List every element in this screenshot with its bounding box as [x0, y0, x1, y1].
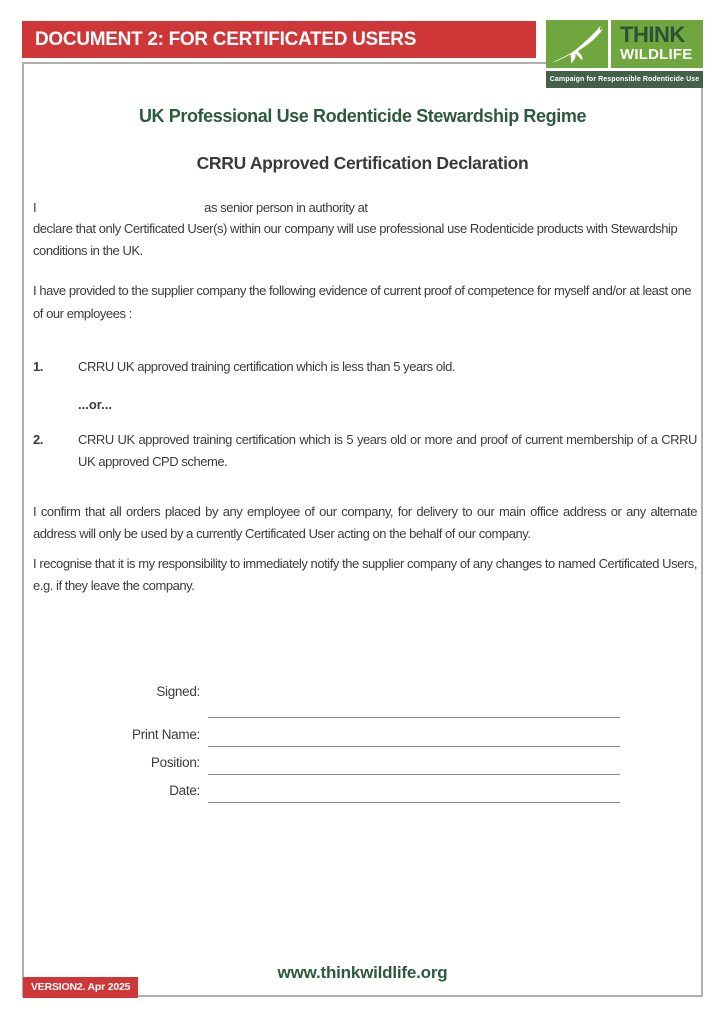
banner-title: DOCUMENT 2: FOR CERTIFICATED USERS — [35, 29, 417, 50]
logo-wordmark — [611, 20, 703, 68]
logo-think-text: THINK — [620, 22, 685, 47]
date-label: Date: — [169, 783, 200, 798]
date-line[interactable] — [208, 802, 620, 803]
intro-line — [33, 197, 697, 219]
logo-row — [546, 20, 703, 68]
signed-line[interactable] — [208, 717, 620, 718]
confirm-paragraph: I confirm that all orders placed by any employee of our company, for delivery to our main office address or any alternate address will only be used by a currently Certificated User acting on the behalf of our company. — [33, 504, 697, 541]
list-item-2-text: CRRU UK approved training certification which is 5 years old or more and proof of current membership of a CRRU UK approved CPD scheme. — [78, 432, 697, 469]
version-badge: VERSION2. Apr 2025 — [23, 977, 138, 998]
red-kite-icon — [546, 20, 608, 68]
intro-middle: as senior person in authority at — [204, 200, 368, 215]
recognise-paragraph: I recognise that it is my responsibility to immediately notify the supplier company of any changes to named Certificated Users, e.g. if they leave the company. — [33, 556, 697, 593]
document-title: UK Professional Use Rodenticide Stewardship Regime — [138, 106, 587, 126]
senior-person-name-blank[interactable] — [36, 211, 204, 212]
think-wildlife-logo — [546, 20, 703, 88]
evidence-intro: I have provided to the supplier company the following evidence of current proof of competence for myself and/or at least one of our employees : — [33, 283, 692, 321]
logo-wildlife-text: WILDLIFE — [620, 46, 693, 63]
list-item-1-text: CRRU UK approved training certification which is less than 5 years old. — [78, 359, 456, 374]
print-name-label: Print Name: — [132, 727, 200, 742]
document-subtitle: CRRU Approved Certification Declaration — [196, 153, 529, 173]
company-name-blank[interactable] — [368, 211, 568, 212]
intro-prefix: I — [33, 200, 37, 215]
position-label: Position: — [150, 755, 200, 770]
website-link[interactable]: www.thinkwildlife.org — [277, 963, 448, 982]
list-item-2-number: 2. — [33, 432, 43, 447]
signed-label: Signed: — [156, 684, 200, 699]
document-banner — [22, 21, 536, 58]
position-line[interactable] — [208, 774, 620, 775]
logo-tagline: Campaign for Responsible Rodenticide Use — [546, 71, 703, 88]
intro-continuation: declare that only Certificated User(s) within our company will use professional use Rodenticide products with Stewardship conditions in the UK. — [33, 221, 678, 258]
print-name-line[interactable] — [208, 746, 620, 747]
or-separator: ...or... — [78, 397, 112, 412]
list-item-1-number: 1. — [33, 359, 43, 374]
